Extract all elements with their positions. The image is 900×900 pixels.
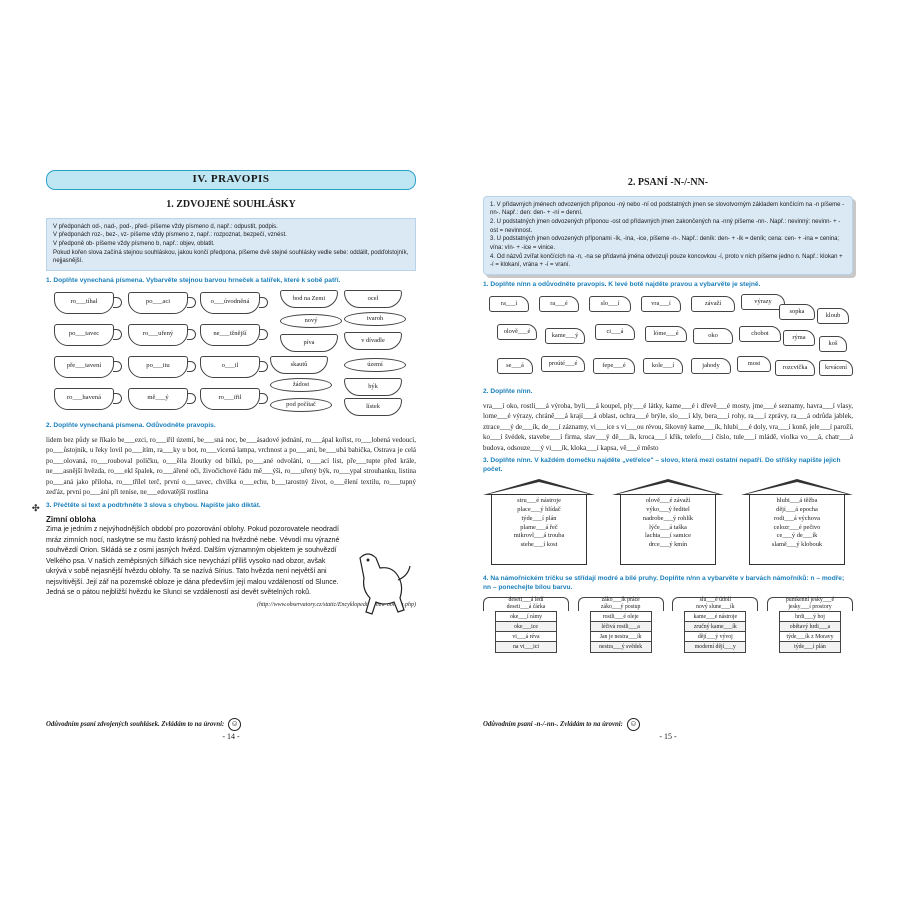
rule: V předponách od-, nad-, pod-, před- píšeme vždy písmeno d, např.: odpustit, podpis. — [53, 223, 278, 230]
house-word[interactable]: rodi___á výchova — [774, 514, 820, 522]
house-word[interactable]: výko___ý ředitel — [646, 505, 690, 513]
task-4: 4. Na námořnickém tričku se střídají modré a bílé pruhy. Doplňte n/nn a vybarvěte v barvách námořníků: n – modře; nn – ponechejte bílou barvu. — [483, 575, 845, 591]
shoe-right[interactable]: chobot — [739, 326, 781, 342]
shoe-left[interactable]: kame___ý — [545, 328, 585, 344]
tshirt-body — [495, 611, 557, 653]
tshirt-stripe[interactable]: rostli___é oleje — [591, 612, 651, 622]
shoe-left[interactable]: vra___í — [641, 296, 681, 312]
plate-item[interactable]: nový — [280, 314, 342, 328]
footer-text: Odůvodním psaní -n-/-nn-. Zvládám to na úrovni: — [483, 720, 623, 728]
task-2: 2. Doplňte n/nn. — [483, 387, 533, 395]
tshirt-stripe[interactable]: Jan je nestra___ík — [591, 632, 651, 642]
tshirt-stripe[interactable]: léčivá rostli___a — [591, 622, 651, 632]
shoe-left[interactable]: ci___á — [595, 324, 635, 340]
chapter-title: IV. PRAVOPIS — [46, 170, 416, 190]
tshirt-stripe[interactable]: deseti___á čárka — [506, 603, 546, 610]
cup-item[interactable]: pře___tavení — [54, 356, 114, 378]
house-word[interactable]: stehe___í kost — [520, 541, 558, 549]
page-number: - 14 - — [222, 732, 240, 741]
cup-item[interactable]: mě___ý — [128, 388, 188, 410]
rules-box — [483, 196, 853, 276]
tshirt-stripe[interactable]: nový slune___ík — [696, 603, 735, 610]
shoes-exercise — [483, 294, 853, 384]
shoe-left[interactable]: slo___í — [589, 296, 631, 312]
tshirt-stripe[interactable]: oke___í rámy — [496, 612, 556, 622]
cup-item[interactable]: ro___iřil — [200, 388, 260, 410]
cup-item[interactable]: ne___ižnější — [200, 324, 260, 346]
house — [741, 479, 853, 571]
smiley-icon[interactable]: ☺ — [627, 718, 640, 731]
dog-illustration-icon — [340, 548, 414, 618]
shoe-left[interactable]: ra___é — [539, 296, 579, 312]
plate-item[interactable]: býk — [344, 378, 402, 396]
tshirt-shoulders — [483, 597, 569, 611]
house — [483, 479, 595, 571]
tshirt-shoulders — [578, 597, 664, 611]
tshirt-stripe[interactable]: slu___é údolí — [699, 596, 732, 603]
cup-item[interactable]: ro___tíhal — [54, 292, 114, 314]
tshirt-stripe[interactable]: oke___ice — [496, 622, 556, 632]
rule: 1. V přídavných jménech odvozených příponou -ný nebo -ní od podstatných jmen se slovotvorným základem končícím na -n píšeme -nn-. Např.: den: den- + -ní = denní. — [490, 201, 845, 217]
plate-item[interactable]: píva — [280, 334, 338, 352]
rule: 3. U podstatných jmen odvozených příponami -ík, -ina, -ice, píšeme -n-. Např.: deník: den- + -ík = deník; cena: cen- + -ina = cenina; vína: vín- + -ice = vinice. — [490, 236, 840, 251]
task-1: 1. Doplňte vynechaná písmena. Vybarvěte stejnou barvou hrneček a talířek, které k sobě patří. — [46, 276, 341, 284]
tshirt-stripe[interactable]: pumkenní jesky___é — [785, 596, 835, 603]
shoe-right[interactable]: rýma — [783, 330, 815, 346]
story-title: Zimní obloha — [46, 514, 96, 524]
shoe-right[interactable]: rozcvička — [775, 360, 815, 376]
house-word[interactable]: stru___é nástroje — [517, 497, 561, 505]
cup-item[interactable]: po___aci — [128, 292, 188, 314]
tshirt-body — [684, 611, 746, 653]
task-2-text: lidem bez půdy se říkalo be___ezci, ro___iřil území, be___sná noc, be___ásadové jednání, ro___ápal kořist, ro___lobená vedoucí, po___ůstojník, u řeky lovil po___ítím, ra___ky u bot, ro___vícená lampa, vrchnost a po___ani, be___ubá babička, Ostrava je celá po___olovaná, ro___rouboval políčku, o___ěila žloutky od bílků, po___ané odvolání, o___ací list, pře___tupte před krále, ne___asnější hvězda, ro___ekl špalek, ro___ářené oči, živočichové řádu mě___ýši, ro___uřený býk, ro___ypal strouhanku, listina po___aná jako příloha, ro___třílel terč, první o___tavec, chvilka o___echu, b___tarostný život, o___ělení textilu, ro___tupný zeďáz, první po___ání při tenise, ne___edovatější rostlina — [46, 435, 416, 497]
cups-exercise — [46, 290, 416, 418]
plate-item[interactable]: bod na Zemi — [280, 290, 338, 308]
houses-exercise — [483, 479, 853, 571]
house-word[interactable]: place___ý hlídač — [517, 505, 561, 513]
rule: Pokud kořen slova začíná stejnou souhláskou, jakou končí předpona, píšeme dvě stejné souhlásky vedle sebe: oddálit, podďolstojník, nejjasnější. — [53, 249, 409, 265]
tshirt-body — [590, 611, 652, 653]
shoe-left[interactable]: ra___í — [489, 296, 529, 312]
shoe-right[interactable]: oko — [693, 328, 733, 344]
task-3-label: 3. Přečtěte si text a podtrhněte 3 slova s chybou. Napište jako diktát. — [46, 501, 261, 509]
shoe-left[interactable]: kole___í — [643, 358, 683, 374]
right-page — [483, 170, 853, 745]
tshirt-stripe[interactable]: záko___ý postup — [600, 603, 641, 610]
tshirt-stripe[interactable]: jesky___í prostory — [788, 603, 832, 610]
shoe-right[interactable]: most — [737, 356, 771, 372]
left-page — [32, 170, 416, 745]
shoe-left[interactable]: se___á — [497, 358, 533, 374]
story-text: Zima je jedním z nejvýhodnějších období pro pozorování oblohy. Pokud pozorovatele neodradí mráz zimních nocí, naskytne se mu často krásný pohled na hvězdné nebe. Vévodí mu výrazné souhvězdí Orion. Skládá se z osmi jasných hvězd. Dalším významným objektem je souhvězdí Velkého psa. V našich zeměpisných šířkách sice nevychází příliš vysoko nad obzor, avšak ukrývá v sobě nejasnější hvězdu oblohy. Ta se nazívá Sírius. Tato hvězda není největší ani nejsvítivější. Její zář na pozemské obloze je dána především její malou vzdáleností od Slunce. Jedná se o pátou nejbližší hvězdu ke Slunci se vzdáleností asi devět světelných roků. — [46, 526, 340, 597]
source-url: (http://www.observatory.cz/static/Encyklopedie/zimni-obloha.php) — [256, 601, 416, 608]
cup-item[interactable]: ro___uřený — [128, 324, 188, 346]
task-2: 2. Doplňte vynechaná písmena. Odůvodněte pravopis. — [46, 421, 216, 429]
rule: 2. U podstatných jmen odvozených příponou -ost od přídavných jmen zakončených na -nný píšeme -nn-. Např.: nevinný: nevinn- + -ost = nevinnost. — [490, 218, 841, 234]
tshirt-body — [779, 611, 841, 653]
plate-item[interactable]: pod počítač — [270, 398, 332, 412]
section-title: 2. PSANÍ -N-/-NN- — [627, 177, 709, 188]
tshirt-stripe[interactable]: týde___í plán — [780, 642, 840, 652]
plate-item[interactable]: ocel — [344, 290, 402, 308]
cup-item[interactable]: o___il — [200, 356, 260, 378]
shoe-right[interactable]: výrazy — [741, 294, 785, 310]
tshirt — [672, 597, 758, 653]
tshirt-stripe[interactable]: hrdi___ý boj — [780, 612, 840, 622]
shoe-left[interactable]: fepe___é — [593, 358, 635, 374]
shoe-right[interactable]: jahody — [691, 358, 731, 374]
footer-text: Odůvodním psaní zdvojených souhlásek. Zvládám to na úrovni: — [46, 720, 225, 728]
shoe-right[interactable]: sopka — [779, 304, 815, 320]
cup-item[interactable]: ro___havená — [54, 388, 114, 410]
tshirt-stripe[interactable]: obětavý hrdi___a — [780, 622, 840, 632]
tshirt-stripe[interactable]: záko___ík práce — [601, 596, 640, 603]
shoe-right[interactable]: krvácení — [819, 360, 853, 376]
task-2-text: vra___í oko, rostli___á výroba, byli___á koupel, ply___é látky, kame___é i dřevě___é mosty, jme___é seznamy, havra___í vlasy, lome___é výrazy, chráně___á krají___á oblast, ochra___é brýle, slo___í kly, bera___í rohy, ra___í zprávy, ra___á odrůda jablek, ztrace___ý de___ík, de___í záznamy, vi___ice s vi___ou révou, šikovný kame___ík, hlubi___é doly, vra___í koně, jele___í paroží, ko___í švédek, stavebe___í firma, slav___ý dě___ík, kroca___í křik, telefo___í číslo, tule___í mládě, violka vo___á, chatr___á budova, odsouze___ý vi___ík, kloka___í kapsa, vě___é město — [483, 401, 853, 452]
house-body — [749, 495, 845, 565]
rule: V předponách roz-, bez-, vz- píšeme vždy písmeno z, např.: rozpoznat, bezpečí, vznést. — [53, 232, 287, 239]
cup-item[interactable]: o___úvodněná — [200, 292, 260, 314]
house-word[interactable]: ce___ý de___ík — [776, 532, 818, 540]
plate-item[interactable]: skautů — [270, 356, 328, 374]
tshirt — [483, 597, 569, 653]
tshirt-stripe[interactable]: deseti___á ledí — [508, 596, 544, 603]
house-word[interactable]: plame___á řeč — [520, 523, 558, 531]
house-word[interactable]: mikrovl___á trouba — [513, 532, 565, 540]
shoe-left[interactable]: olově___é — [497, 324, 537, 340]
tshirt — [578, 597, 664, 653]
plate-item[interactable]: tvaroh — [344, 312, 406, 326]
shoe-right[interactable]: koš — [819, 336, 847, 352]
tshirt-stripe[interactable]: týde___ík z Moravy — [780, 632, 840, 642]
rule: V předponě ob- píšeme vždy písmeno b, např.: objev, oblatit. — [53, 240, 215, 247]
tshirt-stripe[interactable]: nestra___ý svědek — [591, 642, 651, 652]
smiley-icon[interactable]: ☺ — [228, 718, 241, 731]
house-word[interactable]: lýče___á taška — [649, 523, 687, 531]
footer-self-assessment — [483, 718, 640, 731]
task-3 — [32, 501, 416, 513]
section-title: 1. ZDVOJENÉ SOUHLÁSKY — [166, 199, 296, 210]
tshirt-stripe[interactable]: moderní dějí___y — [685, 642, 745, 652]
task-3: 3. Doplňte n/nn. V každém domečku najděte „vetřelce" – slovo, která mezi ostatní nepatří. Do stříšky napište jejich počet. — [483, 457, 841, 474]
house-word[interactable]: hlubi___á těžba — [776, 497, 818, 505]
tshirt-shoulders — [672, 597, 758, 611]
page-number: - 15 - — [659, 732, 677, 741]
tshirt-stripe[interactable]: na vi___ici — [496, 642, 556, 652]
house-word[interactable]: nadrobe___ý rohlík — [642, 514, 694, 522]
house-word[interactable]: celozr___é pečivo — [773, 523, 821, 531]
house-body — [620, 495, 716, 565]
rules-box — [46, 218, 416, 271]
plate-item[interactable]: žádost — [270, 378, 332, 392]
house-word[interactable]: dějí___á epocha — [776, 505, 818, 513]
tshirt-stripe[interactable]: dějí___ý vývoj — [685, 632, 745, 642]
plate-item[interactable]: lístek — [344, 398, 402, 416]
shoe-right[interactable]: závaží — [691, 296, 735, 312]
tshirt-stripe[interactable]: vi___á réva — [496, 632, 556, 642]
tshirt-stripe[interactable]: zručný kame___ík — [685, 622, 745, 632]
shirts-exercise — [483, 597, 853, 653]
house-word[interactable]: týde___í plán — [521, 514, 557, 522]
house-word[interactable]: slamě___ý klobouk — [771, 541, 823, 549]
rule: 4. Od názvů zvířat končících na -n, -na se přídavná jména odvozují pouze koncovkou -í, proto v nich píšeme jedno n. Např.: klokan + -í = klokaní, vrána + -í = vraní. — [490, 253, 843, 269]
tshirt-shoulders — [767, 597, 853, 611]
plate-item[interactable]: v dívadle — [344, 332, 402, 350]
footer-self-assessment — [46, 718, 241, 731]
shoe-left[interactable]: proúté___é — [541, 356, 585, 372]
tshirt — [767, 597, 853, 653]
house-word[interactable]: lachta___í samice — [645, 532, 691, 540]
shoe-right[interactable]: kloub — [817, 308, 849, 324]
shoe-left[interactable]: lóme___é — [645, 326, 687, 342]
plate-item[interactable]: území — [344, 358, 406, 372]
house — [612, 479, 724, 571]
tshirt-stripe[interactable]: kame___é nástroje — [685, 612, 745, 622]
cup-item[interactable]: po___itu — [128, 356, 188, 378]
task-1: 1. Doplňte n/nn a odůvodněte pravopis. K levé botě najděte pravou a vybarvěte je stejně. — [483, 281, 761, 288]
puzzle-icon: ✣ — [32, 502, 40, 513]
house-word[interactable]: drce___ý kmín — [648, 541, 688, 549]
house-body — [491, 495, 587, 565]
cup-item[interactable]: po___tavec — [54, 324, 114, 346]
house-word[interactable]: olově___é závaží — [645, 497, 691, 505]
